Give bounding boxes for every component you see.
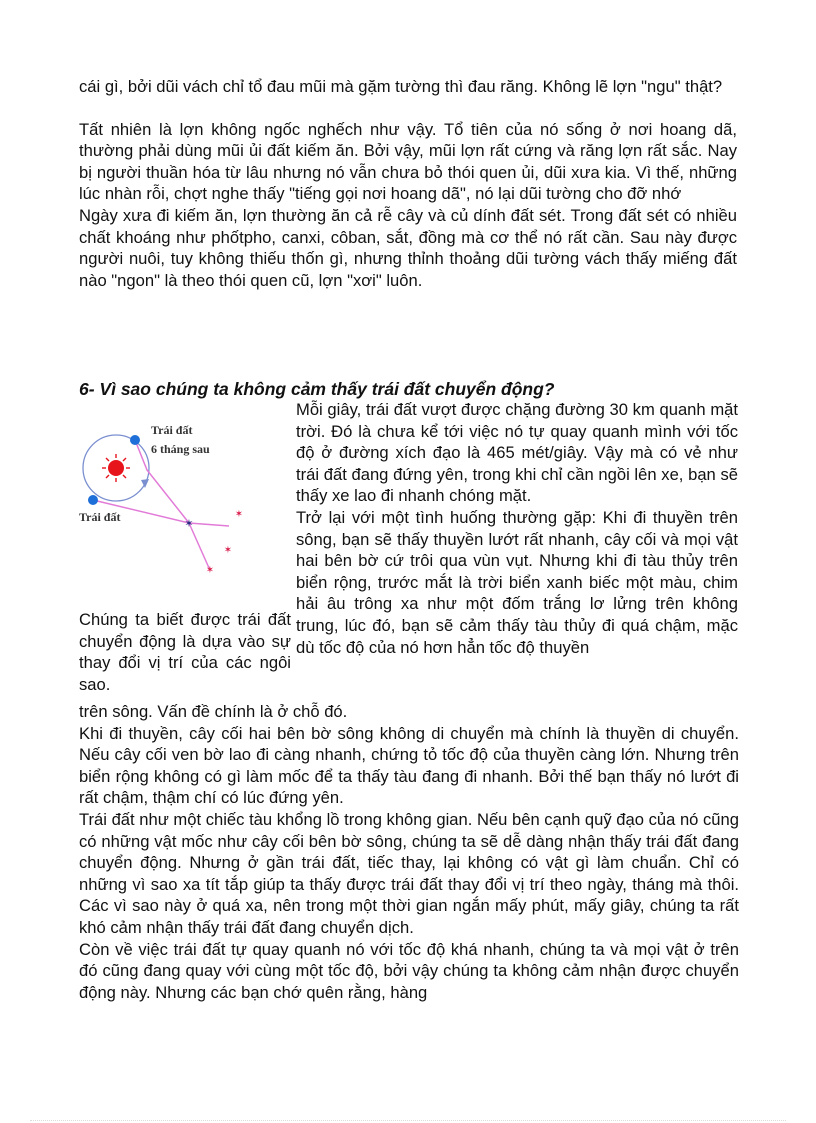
lower-text	[79, 701, 739, 1003]
paragraph: trên sông. Vấn đề chính là ở chỗ đó.	[79, 702, 348, 721]
star-icon: ✶	[223, 545, 233, 556]
earth-now-icon	[88, 495, 98, 505]
paragraph: Mỗi giây, trái đất vượt được chặng đường 30 km quanh mặt trời. Đó là chưa kể tới việc nó tự quay quanh mình với tốc độ ở đường xích đạo là 465 mét/giây. Vậy mà có vẻ như trái đất đang đứng yên, trong khi chỉ cần ngồi lên xe, bạn sẽ thấy xe lao đi nhanh chóng mặt.	[296, 400, 738, 506]
orbit-diagram	[79, 418, 247, 584]
intro-text	[79, 76, 737, 291]
paragraph: Khi đi thuyền, cây cối hai bên bờ sông không di chuyển mà chính là thuyền di chuyển. Nếu cây cối ven bờ lao đi càng nhanh, chứng tỏ tốc độ của thuyền càng lớn. Nhưng trên biển rộng không có gì làm mốc để ta thấy tàu đang đi nhanh. Bởi thế bạn thấy nó lướt đi rất chậm, thậm chí có lúc đứng yên.	[79, 723, 739, 808]
earth-later-icon	[130, 435, 140, 445]
star-icon: ✶	[234, 509, 244, 520]
sun-icon	[108, 460, 124, 476]
paragraph: Tất nhiên là lợn không ngốc nghếch như vậy. Tổ tiên của nó sống ở nơi hoang dã, thường phải dùng mũi ủi đất kiếm ăn. Bởi vậy, mũi lợn rất cứng và răng lợn rất sắc. Nay bị người thuần hóa từ lâu nhưng nó vẫn chưa bỏ thói quen ủi, dũi xưa kia. Vì thế, những lúc nhàn rỗi, chợt nghe thấy "tiếng gọi nơi hoang dã", nó lại dũi tường cho đỡ nhớ	[79, 119, 737, 204]
label-six-months: 6 tháng sau	[151, 442, 210, 456]
paragraph: cái gì, bởi dũi vách chỉ tổ đau mũi mà gặm tường thì đau răng. Không lẽ lợn "ngu" thật?	[79, 77, 723, 96]
earth-orbit-figure	[79, 418, 247, 584]
orbit-arrow-icon	[141, 479, 149, 488]
paragraph: Trái đất như một chiếc tàu khổng lồ trong không gian. Nếu bên cạnh quỹ đạo của nó cũng có những vật mốc như cây cối bên bờ sông, chúng ta sẽ dễ dàng nhận thấy trái đất đang chuyển động. Nhưng ở gần trái đất, tiếc thay, lại không có vật gì làm chuẩn. Chỉ có những vì sao xa tít tắp giúp ta thấy được trái đất thay đổi vị trí theo ngày, tháng mà thôi. Các vì sao này ở quá xa, nên trong một thời gian ngắn mấy phút, mấy giây, chúng ta rất khó cảm nhận thấy trái đất đang chuyển dịch.	[79, 809, 739, 937]
section-heading: 6- Vì sao chúng ta không cảm thấy trái đất chuyển động?	[79, 379, 555, 399]
paragraph: Còn về việc trái đất tự quay quanh nó với tốc độ khá nhanh, chúng ta và mọi vật ở trên đó cũng đang quay với cùng một tốc độ, bởi vậy chúng ta không cảm nhận được chuyển động này. Nhưng các bạn chớ quên rằng, hàng	[79, 939, 739, 1002]
paragraph: Trở lại với một tình huống thường gặp: Khi đi thuyền trên sông, bạn sẽ thấy thuyền lướt rất nhanh, cây cối và mọi vật hai bên bờ cứ trôi qua vùn vụt. Nhưng khi đi tàu thủy trên biển rộng, trước mắt là trời biển xanh biếc một màu, chim hải âu trông xa như một đốm trắng lơ lửng trên không trung, lúc đó, bạn sẽ cảm thấy tàu thủy đi quá chậm, mặc dù tốc độ của nó hơn hẳn tốc độ thuyền	[296, 507, 738, 657]
page-divider	[30, 1120, 786, 1121]
figure-caption: Chúng ta biết được trái đất chuyển động là dựa vào sự thay đổi vị trí của các ngôi sao.	[79, 610, 291, 694]
star-icon: ✶	[205, 565, 215, 576]
label-earth-later: Trái đất	[151, 423, 193, 437]
near-star-icon: ✶	[184, 518, 194, 530]
right-column-text	[296, 399, 738, 658]
paragraph: Ngày xưa đi kiếm ăn, lợn thường ăn cả rễ cây và củ dính đất sét. Trong đất sét có nhiều chất khoáng như phốtpho, canxi, côban, sắt, đồng mà cơ thể nó rất cần. Sau này được người nuôi, tuy không thiếu thốn gì, nhưng thỉnh thoảng dũi tường vách thấy miếng đất nào "ngon" là theo thói quen cũ, lợn "xơi" luôn.	[79, 205, 737, 290]
label-earth-now: Trái đất	[79, 510, 121, 524]
